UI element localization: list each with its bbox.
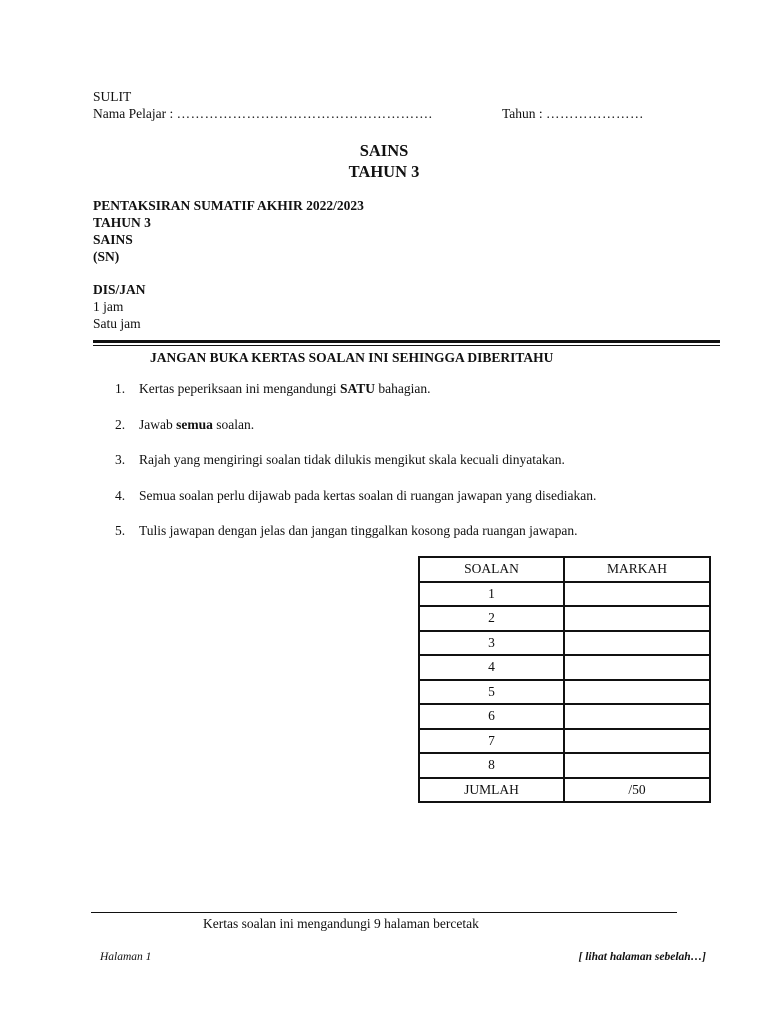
warning-text: JANGAN BUKA KERTAS SOALAN INI SEHINGGA DIBERITAHU [150, 350, 554, 365]
question-number: 2 [419, 606, 564, 631]
subject-code: (SN) [93, 249, 120, 264]
year-title: TAHUN 3 [348, 162, 420, 181]
question-number: 5 [419, 680, 564, 705]
year-field[interactable]: ………………… [546, 106, 645, 121]
marks-table [418, 556, 711, 803]
table-row [419, 631, 710, 656]
instructions-list [93, 380, 713, 558]
table-row [419, 680, 710, 705]
year-info [502, 105, 644, 122]
year-label: Tahun : [502, 106, 543, 121]
table-row [419, 606, 710, 631]
divider-thick [93, 340, 720, 343]
pages-note: Kertas soalan ini mengandungi 9 halaman bercetak [203, 916, 479, 931]
assessment-name: PENTAKSIRAN SUMATIF AKHIR 2022/2023 [93, 198, 364, 213]
instruction-item: 2. Jawab semua soalan. [115, 416, 255, 432]
table-row [419, 655, 710, 680]
instruction-item: 4. Semua soalan perlu dijawab pada kertas soalan di ruangan jawapan yang disediakan. [115, 487, 597, 503]
instruction-item: 1. Kertas peperiksaan ini mengandungi SATU bahagian. [115, 381, 431, 396]
instruction-number: 2. [115, 416, 126, 432]
mark-cell[interactable] [564, 729, 710, 754]
student-name-label: Nama Pelajar : [93, 106, 174, 121]
question-number: 7 [419, 729, 564, 754]
question-number: 8 [419, 753, 564, 778]
header-markah: MARKAH [564, 557, 710, 582]
question-number: 4 [419, 655, 564, 680]
exam-duration: 1 jam [93, 299, 124, 314]
total-value[interactable]: /50 [564, 778, 710, 803]
question-number: 1 [419, 582, 564, 607]
mark-cell[interactable] [564, 753, 710, 778]
table-row [419, 753, 710, 778]
question-number: 6 [419, 704, 564, 729]
page-number: Halaman 1 [100, 951, 152, 963]
student-info-line [93, 105, 432, 122]
mark-cell[interactable] [564, 655, 710, 680]
question-number: 3 [419, 631, 564, 656]
total-row [419, 778, 710, 803]
mark-cell[interactable] [564, 631, 710, 656]
mark-cell[interactable] [564, 704, 710, 729]
student-name-field[interactable]: ………………………………………………. [176, 106, 433, 121]
exam-duration-words: Satu jam [93, 316, 141, 331]
exam-year: TAHUN 3 [93, 215, 151, 230]
instruction-number: 5. [115, 523, 126, 538]
next-page-note: [ lihat halaman sebelah…] [578, 951, 706, 963]
table-row [419, 729, 710, 754]
mark-cell[interactable] [564, 680, 710, 705]
table-row [419, 582, 710, 607]
instruction-number: 1. [115, 381, 126, 396]
table-header-row [419, 557, 710, 582]
instruction-item: 3. Rajah yang mengiringi soalan tidak dilukis mengikut skala kecuali dinyatakan. [115, 452, 565, 467]
divider-thin [93, 345, 720, 346]
footer-rule [91, 912, 677, 913]
instruction-number: 3. [115, 452, 126, 467]
mark-cell[interactable] [564, 582, 710, 607]
total-label: JUMLAH [419, 778, 564, 803]
instruction-number: 4. [115, 487, 126, 503]
exam-session: DIS/JAN [93, 282, 146, 297]
classification-label: SULIT [93, 89, 132, 104]
instruction-item: 5. Tulis jawapan dengan jelas dan jangan tinggalkan kosong pada ruangan jawapan. [115, 523, 578, 538]
table-row [419, 704, 710, 729]
header-soalan: SOALAN [419, 557, 564, 582]
mark-cell[interactable] [564, 606, 710, 631]
exam-subject: SAINS [93, 232, 133, 247]
subject-title: SAINS [359, 141, 409, 160]
